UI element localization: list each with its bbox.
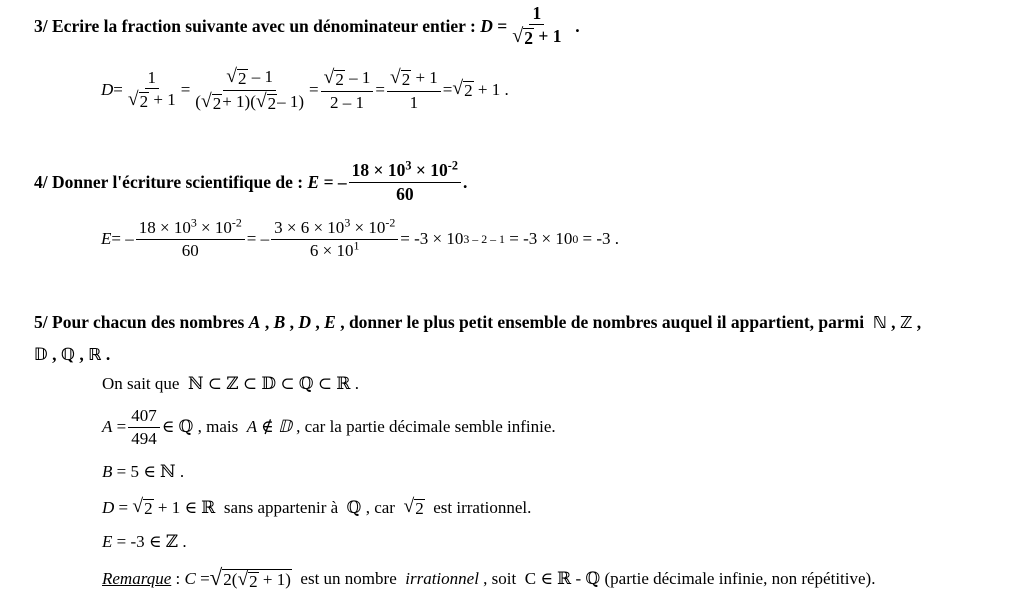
q5-a-frac xyxy=(128,406,160,448)
q3-work-sqrt: 2 xyxy=(139,92,149,112)
q3-fraction xyxy=(509,3,564,48)
q3-work-frac4-den: 1 xyxy=(409,92,419,112)
q4-heading xyxy=(34,160,467,204)
q5-d-sqrt: √ 2 xyxy=(132,496,153,519)
q5-heading-cont xyxy=(34,342,110,366)
q5-d-text1: sans appartenir à xyxy=(223,498,339,517)
q5-sep7: , xyxy=(52,343,57,364)
q3-eq: = xyxy=(497,15,508,36)
q5-e-line xyxy=(102,530,187,554)
q3-work-eq3: = xyxy=(309,80,319,99)
q5-remark-two: 2 xyxy=(249,571,258,591)
q3-work-eq5: = xyxy=(442,80,453,99)
q3-work-frac2 xyxy=(192,67,307,113)
q5-var-b: B xyxy=(273,311,286,332)
q4-work-frac1-den: 60 xyxy=(181,240,199,260)
q3-den-a: ( xyxy=(195,91,201,111)
q5-heading xyxy=(34,310,921,334)
q5-remark xyxy=(102,564,875,594)
q5-end: . xyxy=(105,343,111,364)
q5-set-z: ℤ xyxy=(899,312,913,332)
q5-d-in: + 1 ∈ ℝ xyxy=(157,498,216,517)
q5-remark-c: C xyxy=(184,569,196,588)
q4-w-expm2: -2 xyxy=(231,215,242,230)
q4-label: 4/ xyxy=(34,171,48,192)
q3-den-c: – 1) xyxy=(277,91,305,111)
q5-label: 5/ xyxy=(34,311,48,332)
q5-sep2: , xyxy=(289,311,294,332)
q5-d-two-b: 2 xyxy=(415,499,424,519)
q5-var-a: A xyxy=(248,311,261,332)
q4-work-eq3: = -3 × 10 xyxy=(400,229,464,248)
q5-d-two: 2 xyxy=(144,499,153,519)
q4-w2-exp3: 3 xyxy=(344,215,351,230)
q3-frac-num: 1 xyxy=(529,3,544,25)
q4-frac-den: 60 xyxy=(396,183,414,204)
q4-w-exp3: 3 xyxy=(190,215,197,230)
q4-end: . xyxy=(462,171,468,192)
q5-set-r: ℝ xyxy=(88,344,102,364)
q3-heading xyxy=(34,3,580,49)
q5-prompt: Pour chacun des nombres xyxy=(52,311,245,332)
q3-work-sqrt-e: 2 xyxy=(335,69,344,89)
q3-work-sqrt-b: 2 xyxy=(238,68,247,88)
q3-work-frac4 xyxy=(387,68,441,112)
q3-work-eq2: = xyxy=(180,80,191,99)
q4-w2-exp1: 1 xyxy=(353,237,360,252)
q5-sep6: , xyxy=(916,311,922,332)
q3-sqrt2: 2 xyxy=(524,28,534,49)
q5-a-eq: = xyxy=(116,417,127,436)
q4-prompt: Donner l'écriture scientifique de : xyxy=(52,171,304,192)
q5-b-text: = 5 ∈ ℕ . xyxy=(116,462,185,481)
q5-remark-colon: : xyxy=(175,569,181,588)
q4-num-a: 18 × 10 xyxy=(351,160,406,181)
q3-work-frac2-num: √ 2 – 1 xyxy=(223,67,276,91)
q3-work-minus: – 1 xyxy=(251,66,274,86)
q5-known-prefix: On sait que xyxy=(102,374,180,393)
q3-frac-den: √ 2 + 1 xyxy=(512,25,562,49)
q5-prompt2: donner le plus petit ensemble de nombres auquel il appartient, parmi xyxy=(348,311,865,332)
q5-remark-sqrt: √ 2( √ 2 + 1) xyxy=(209,564,291,591)
q3-result-tail: + 1 . xyxy=(477,80,509,99)
q5-sep5: , xyxy=(891,311,896,332)
q5-inclusion: ℕ ⊂ ℤ ⊂ 𝔻 ⊂ ℚ ⊂ ℝ . xyxy=(187,374,360,393)
q4-w-num-a: 18 × 10 xyxy=(138,217,191,237)
q5-var-d: D xyxy=(298,311,312,332)
q5-set-d: 𝔻 xyxy=(34,344,48,364)
q5-e-var: E xyxy=(102,532,113,551)
q3-work-eq1: = xyxy=(113,80,123,99)
q3-work-plus: + 1 xyxy=(153,90,176,110)
q4-work-final: = -3 . xyxy=(582,229,620,248)
q3-work xyxy=(101,66,509,114)
q5-remark-label: Remarque xyxy=(102,569,172,588)
q4-work-eq1: = – xyxy=(111,229,134,248)
q5-a-notin: A ∉ 𝔻 xyxy=(246,417,292,436)
q3-result-two: 2 xyxy=(464,81,473,101)
q3-label: 3/ xyxy=(34,15,48,36)
q4-num-b: × 10 xyxy=(415,160,448,181)
q3-result-sqrt: √ 2 xyxy=(452,78,473,101)
q4-exp3: 3 xyxy=(405,158,412,173)
q5-remark-inner-b: + 1) xyxy=(262,569,291,589)
q3-work-frac4-num: √ 2 + 1 xyxy=(387,68,441,92)
q4-work-frac1 xyxy=(136,215,245,260)
q4-w-num-b: × 10 xyxy=(201,217,232,237)
q4-work-frac1-num xyxy=(136,215,245,240)
q3-work-frac1-num: 1 xyxy=(145,68,160,90)
q5-a-den: 494 xyxy=(131,428,157,448)
q3-work-sqrt-c: 2 xyxy=(212,93,222,113)
q3-work-frac3-num: √ 2 – 1 xyxy=(321,68,374,92)
q3-plus1: + 1 xyxy=(538,26,562,47)
q5-remark-irr: irrationnel xyxy=(405,569,479,588)
q5-d-q: ℚ xyxy=(346,498,362,517)
q4-w2-num-b: × 10 xyxy=(354,217,386,237)
q5-e-text: = -3 ∈ ℤ . xyxy=(116,532,187,551)
q4-w2-den-a: 6 × 10 xyxy=(309,240,354,260)
q3-work-frac1 xyxy=(125,68,179,112)
q5-remark-inner-a: 2( xyxy=(223,569,238,589)
q3-work-eq4: = xyxy=(375,80,385,99)
q5-a-var: A xyxy=(102,417,113,436)
q4-eq: = – xyxy=(323,171,347,192)
q5-sep1: , xyxy=(264,311,270,332)
q5-b-line xyxy=(102,460,184,484)
q4-work-eq4: = -3 × 10 xyxy=(509,229,573,248)
q3-work-var: D xyxy=(101,80,114,99)
q5-sep4: , xyxy=(340,311,345,332)
q5-a-line xyxy=(102,404,556,450)
q3-work-plus-b: + 1 xyxy=(415,67,438,87)
q5-b-var: B xyxy=(102,462,113,481)
q5-d-line xyxy=(102,494,531,522)
q5-set-q: ℚ xyxy=(60,344,76,364)
q3-prompt: Ecrire la fraction suivante avec un dénominateur entier : xyxy=(52,15,476,36)
q5-sep3: , xyxy=(315,311,320,332)
q4-work: E = – $\frac{18 \times 10^3 \times 10^{-2}}{60}$ = – $\frac{3 \times 6 \times 10^3 \times 10^{-2}}{6 \times 10^1}$ = -3 × 10 3 – 2 – 1 = -3 × 10 0 = -3 . xyxy=(101,215,620,260)
q3-end: . xyxy=(575,15,580,36)
q5-remark-tail: (partie décimale infinie, non répétitive). xyxy=(604,569,876,588)
q4-work-frac2 xyxy=(271,215,398,260)
q5-remark-text1: est un nombre xyxy=(300,569,397,588)
q3-den-b: + 1)( xyxy=(222,91,256,111)
q3-work-frac3-den: 2 – 1 xyxy=(329,92,364,112)
q5-d-var: D xyxy=(102,498,115,517)
q3-work-minus-b: – 1 xyxy=(349,67,371,87)
q3-work-sqrt-d: 2 xyxy=(267,93,277,113)
q4-work-eq2: = – xyxy=(246,229,270,248)
q3-work-sqrt-f: 2 xyxy=(401,69,411,89)
q4-work-var: E xyxy=(101,229,112,248)
q4-w2-expm2: -2 xyxy=(385,215,396,230)
q4-w2-num-a: 3 × 6 × 10 xyxy=(274,217,345,237)
q5-set-n: ℕ xyxy=(872,312,887,332)
q5-a-reason: , car la partie décimale semble infinie. xyxy=(296,417,556,436)
q5-d-eq: = xyxy=(118,498,129,517)
q4-work-frac2-num xyxy=(271,215,398,240)
q4-frac-num xyxy=(349,160,461,182)
q3-var: D xyxy=(480,15,493,36)
q3-work-frac3 xyxy=(321,68,374,112)
q5-d-sqrt2: √ 2 xyxy=(403,496,424,519)
q5-a-num: 407 xyxy=(128,406,160,428)
q4-var: E xyxy=(307,171,320,192)
q3-work-frac1-den: √ 2 + 1 xyxy=(127,89,176,112)
q5-sep8: , xyxy=(79,343,84,364)
q5-known xyxy=(102,372,359,396)
q5-d-text2: , car xyxy=(365,498,395,517)
q5-a-in: ∈ ℚ , mais xyxy=(161,417,239,436)
q5-var-e: E xyxy=(324,311,336,332)
q5-d-text3: est irrationnel. xyxy=(433,498,532,517)
q5-remark-text2: , soit xyxy=(483,569,517,588)
q4-work-frac2-den xyxy=(307,237,363,261)
q3-work-frac2-den: ( √ 2 + 1)( √ 2 – 1) xyxy=(195,90,305,113)
q4-fraction xyxy=(349,160,461,203)
q5-remark-eq: = xyxy=(200,569,210,588)
q5-remark-set: C ∈ ℝ - ℚ xyxy=(524,569,601,588)
q4-expm2: -2 xyxy=(447,158,458,173)
